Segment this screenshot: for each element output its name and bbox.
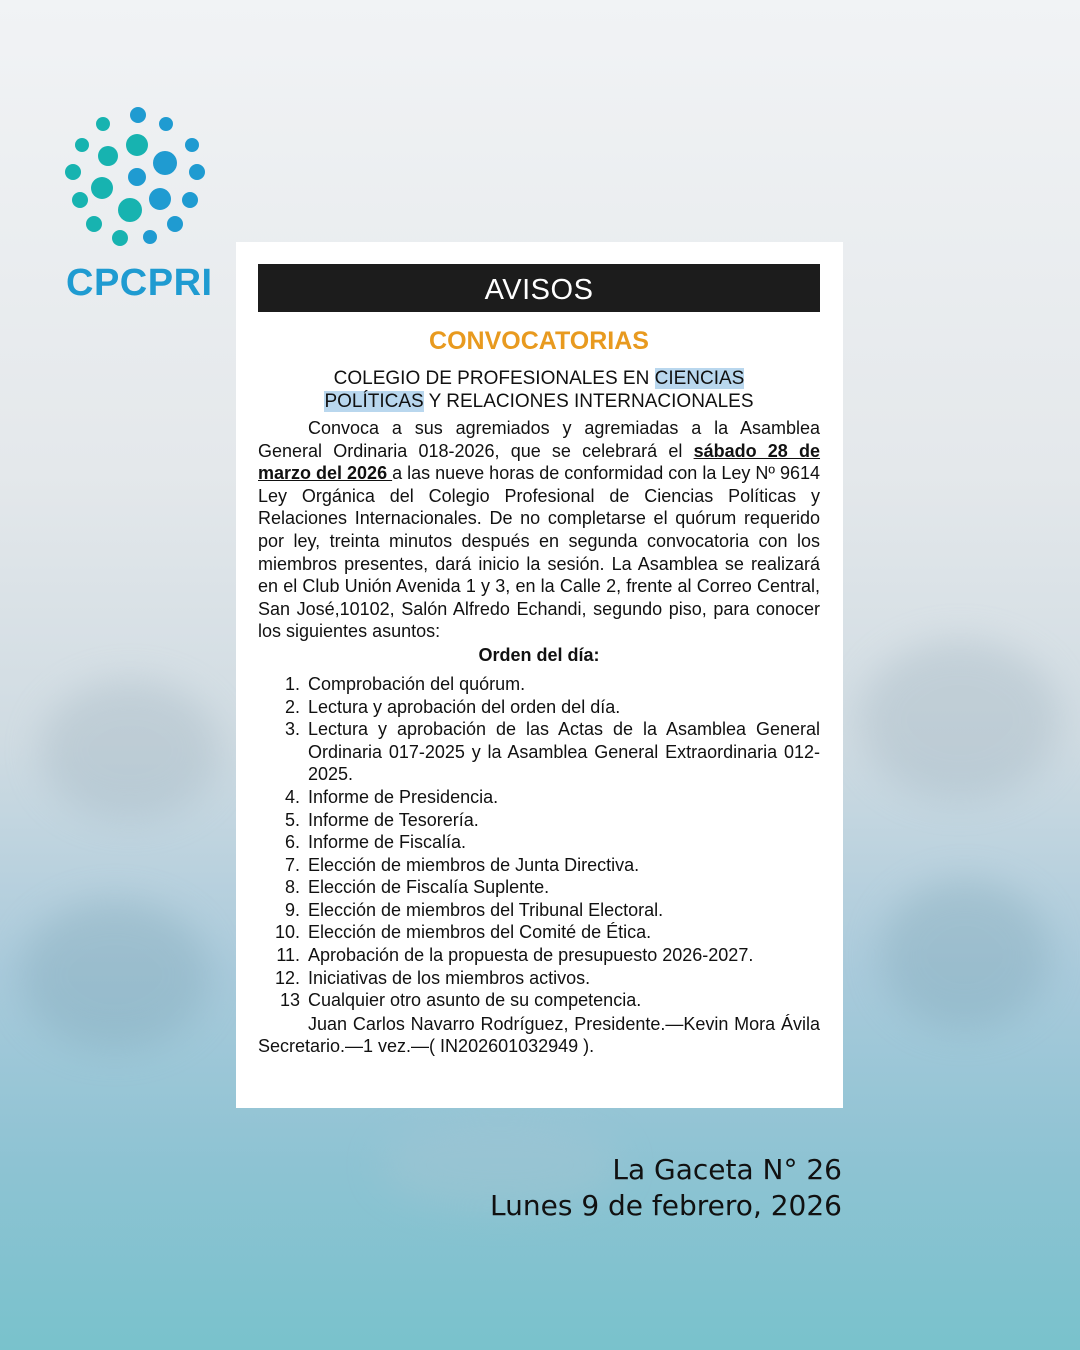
list-item: 5. Informe de Tesorería. <box>284 809 479 830</box>
org-highlight: POLÍTICAS <box>324 391 424 412</box>
background-blur <box>860 640 1060 800</box>
list-item: 6. Informe de Fiscalía. <box>284 832 467 853</box>
signature: Juan Carlos Navarro Rodríguez, Presidente.—Kevin Mora Ávila Secretario.—1 vez.—( IN202601032949 ). <box>258 1013 820 1057</box>
list-item: 12. Iniciativas de los miembros activos. <box>274 967 591 988</box>
gazette-number: La Gaceta N° 26 <box>612 1153 842 1186</box>
background-blur <box>20 900 210 1050</box>
gazette-reference <box>490 1152 842 1224</box>
dots-logo-icon <box>60 100 210 250</box>
org-text: COLEGIO DE PROFESIONALES EN <box>333 368 655 389</box>
org-text: Y RELACIONES INTERNACIONALES <box>423 391 754 412</box>
list-item: 1. Comprobación del quórum. <box>284 673 526 694</box>
list-item: 11. Aprobación de la propuesta de presupuesto 2026-2027. <box>276 945 754 966</box>
agenda-title: Orden del día: <box>478 644 600 665</box>
list-item: 8. Elección de Fiscalía Suplente. <box>284 877 550 898</box>
list-item: 7. Elección de miembros de Junta Directiva. <box>284 854 640 875</box>
list-item: 3. Lectura y aprobación de las Actas de la Asamblea General Ordinaria 017-2025 y la Asamblea General Extraordinaria 012-2025. <box>284 719 820 785</box>
logo-text: CPCPRI <box>66 262 213 304</box>
notice-body <box>258 417 820 643</box>
list-item: 10. Elección de miembros del Comité de Ética. <box>274 922 652 943</box>
org-highlight: CIENCIAS <box>654 368 745 389</box>
body-text: Convoca a sus agremiados y agremiadas a la Asamblea General Ordinaria 018-2026, que se celebrará el <box>258 418 820 461</box>
gazette-notice <box>236 242 843 1108</box>
avisos-header: AVISOS <box>258 264 820 312</box>
body-text: a las nueve horas de conformidad con la Ley Nº 9614 Ley Orgánica del Colegio Profesional de Ciencias Políticas y Relaciones Internacionales. De no completarse el quórum requerido por ley, treinta minutos después en segunda convocatoria con los miembros presentes, dará inicio la sesión. La Asamblea se realizará en el Club Unión Avenida 1 y 3, en la Calle 2, frente al Correo Central, San José,10102, Salón Alfredo Echandi, segundo piso, para conocer los siguientes asuntos: <box>258 463 820 642</box>
organization-name <box>258 367 820 413</box>
list-item: 13 Cualquier otro asunto de su competencia. <box>279 990 642 1011</box>
meeting-date: sábado 28 de marzo del 2026 <box>258 440 821 484</box>
list-item: 9. Elección de miembros del Tribunal Electoral. <box>284 899 664 920</box>
background-blur <box>880 880 1050 1030</box>
background-blur <box>40 680 220 820</box>
agenda-list <box>258 673 820 1012</box>
gazette-date: Lunes 9 de febrero, 2026 <box>490 1189 842 1222</box>
list-item: 2. Lectura y aprobación del orden del día. <box>284 696 621 717</box>
list-item: 4. Informe de Presidencia. <box>284 786 499 807</box>
section-title: CONVOCATORIAS <box>429 327 649 355</box>
